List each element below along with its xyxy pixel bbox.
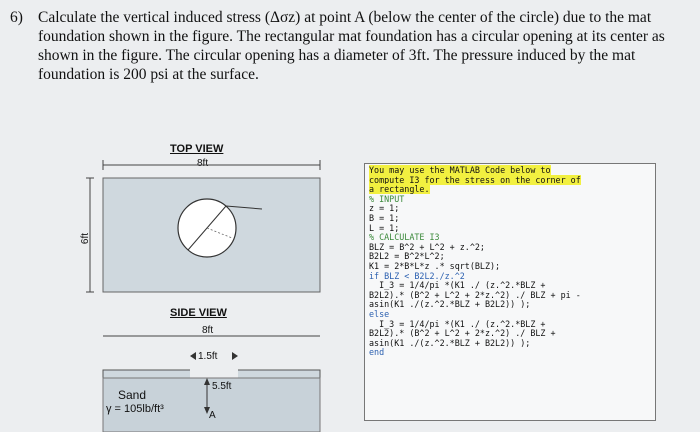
- code-line: % INPUT: [369, 193, 405, 204]
- soil-unit-weight: γ = 105lb/ft³: [106, 403, 164, 415]
- code-line: L = 1;: [369, 222, 400, 233]
- code-line: I_3 = 1/4/pi *(K1 ./ (z.^2.*BLZ +: [369, 318, 546, 329]
- code-line: B = 1;: [369, 212, 400, 223]
- side-view-depth-label: 5.5ft: [212, 381, 232, 392]
- question-text: Calculate the vertical induced stress (Δσz) at point A (below the center of the circle) due to the mat foundation shown in the figure. The rectangular mat foundation has a circular opening at its center as shown in the figure. The circular opening has a diameter of 3ft. The pressure induced by the mat foundation is 200 psi at the surface.: [38, 9, 665, 83]
- side-view-width-label: 8ft: [202, 325, 214, 336]
- code-line: if BLZ < B2L2./z.^2: [369, 270, 465, 281]
- code-line: BLZ = B^2 + L^2 + z.^2;: [369, 241, 485, 252]
- code-line: % CALCULATE I3: [369, 232, 440, 243]
- code-line: B2L2).* (B^2 + L^2 + 2*z.^2) ./ BLZ +: [369, 328, 556, 339]
- code-intro-line: a rectangle.: [369, 184, 430, 195]
- code-line: B2L2 = B^2*L^2;: [369, 251, 445, 262]
- code-line: end: [369, 347, 385, 358]
- question-number: 6): [10, 9, 23, 26]
- code-line: asin(K1 ./(z.^2.*BLZ + B2L2)) );: [369, 299, 531, 310]
- top-view-width-label: 8ft: [197, 158, 209, 169]
- code-intro-line: You may use the MATLAB Code below to: [369, 165, 551, 175]
- code-line: B2L2).* (B^2 + L^2 + 2*z.^2) ./ BLZ + pi -: [369, 289, 581, 300]
- code-line: I_3 = 1/4/pi *(K1 ./ (z.^2.*BLZ +: [369, 280, 546, 291]
- code-lines: [369, 195, 651, 358]
- soil-name: Sand: [118, 388, 147, 402]
- side-view-opening-label: 1.5ft: [198, 351, 218, 362]
- top-view-height-label: 6ft: [80, 232, 92, 245]
- code-line: else: [369, 308, 390, 319]
- side-view-point-label: A: [209, 410, 216, 421]
- top-view-title: TOP VIEW: [170, 143, 224, 155]
- code-line: K1 = 2*B*L*z .* sqrt(BLZ);: [369, 260, 501, 271]
- side-view-title: SIDE VIEW: [170, 307, 227, 319]
- matlab-code-panel: [364, 163, 656, 421]
- code-intro: [369, 166, 651, 195]
- code-line: asin(K1 ./(z.^2.*BLZ + B2L2)) );: [369, 337, 531, 348]
- code-line: z = 1;: [369, 203, 400, 214]
- code-intro-line: compute I3 for the stress on the corner of: [369, 174, 581, 185]
